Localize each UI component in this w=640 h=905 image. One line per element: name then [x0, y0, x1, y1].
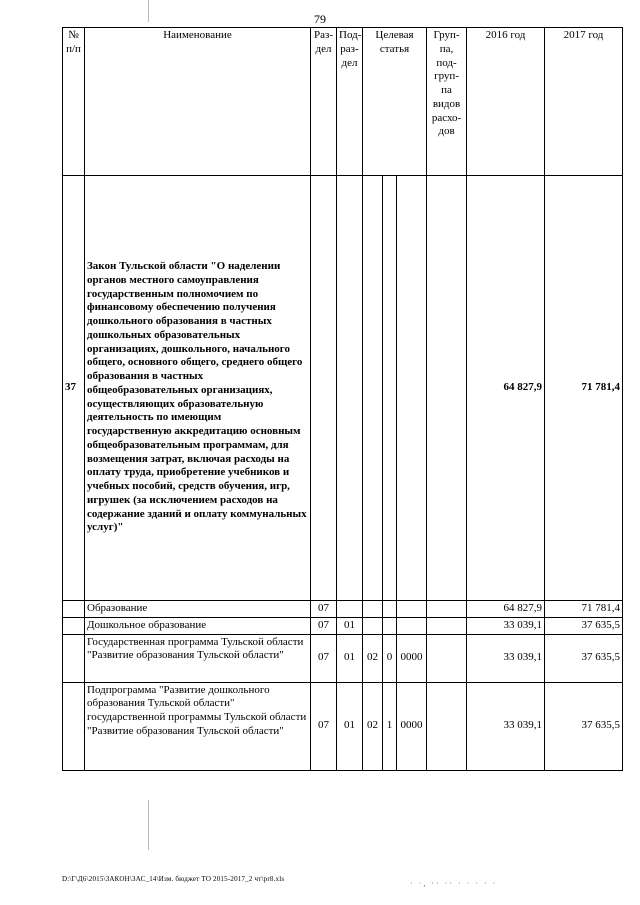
- budget-table: [62, 27, 623, 771]
- row-2016-value: 64 827,9: [467, 176, 545, 601]
- row-target-program: [363, 601, 383, 618]
- table-row: [63, 176, 623, 601]
- row-target-program: [363, 176, 383, 601]
- header-section: Раз- дел: [311, 28, 337, 176]
- row-target-subprogram: 1: [383, 682, 397, 770]
- row-target-subprogram: 0: [383, 634, 397, 682]
- scan-marks: · ·, ·· ·· · · · · ·: [410, 879, 498, 888]
- row-target-subprogram: [383, 601, 397, 618]
- row-2017-value: 37 635,5: [545, 617, 623, 634]
- table-row: [63, 617, 623, 634]
- header-name: Наименование: [85, 28, 311, 176]
- row-number: [63, 617, 85, 634]
- row-2017-value: 37 635,5: [545, 682, 623, 770]
- row-number: [63, 601, 85, 618]
- row-subsection: 01: [337, 617, 363, 634]
- row-target-program: 02: [363, 682, 383, 770]
- row-number: 37: [63, 176, 85, 601]
- table-row: [63, 601, 623, 618]
- row-2017-value: 71 781,4: [545, 601, 623, 618]
- row-section: 07: [311, 601, 337, 618]
- row-section: 07: [311, 682, 337, 770]
- row-subsection: 01: [337, 682, 363, 770]
- row-target-subprogram: [383, 617, 397, 634]
- row-subsection: [337, 601, 363, 618]
- header-target: Целевая статья: [363, 28, 427, 176]
- row-target-program: 02: [363, 634, 383, 682]
- header-num: № п/п: [63, 28, 85, 176]
- row-group: [427, 176, 467, 601]
- row-target-direction: 0000: [397, 634, 427, 682]
- row-subsection: 01: [337, 634, 363, 682]
- row-number: [63, 634, 85, 682]
- row-target-direction: [397, 617, 427, 634]
- row-number: [63, 682, 85, 770]
- header-2017: 2017 год: [545, 28, 623, 176]
- row-section: 07: [311, 617, 337, 634]
- row-name: Подпрограмма "Развитие дошкольного образования Тульской области" государственной программы Тульской области "Развитие образования Тульской области": [85, 682, 311, 770]
- row-2016-value: 64 827,9: [467, 601, 545, 618]
- row-2016-value: 33 039,1: [467, 682, 545, 770]
- header-2016: 2016 год: [467, 28, 545, 176]
- row-target-direction: [397, 601, 427, 618]
- row-2017-value: 37 635,5: [545, 634, 623, 682]
- row-section: [311, 176, 337, 601]
- row-group: [427, 682, 467, 770]
- row-name: Государственная программа Тульской области "Развитие образования Тульской области": [85, 634, 311, 682]
- row-target-program: [363, 617, 383, 634]
- row-group: [427, 601, 467, 618]
- row-2016-value: 33 039,1: [467, 617, 545, 634]
- row-name: Закон Тульской области "О наделении органов местного самоуправления государственным полномочием по финансовому обеспечению получения дошкольного образования в частных дошкольных образовательных организациях, дошкольного, начального общего, основного общего, среднего общего образования в частных общеобразовательных организациях, осуществляющих образовательную деятельность по имеющим государственную аккредитацию основным общеобразовательным программам, для возмещения затрат, включая расходы на оплату труда, приобретение учебников и учебных пособий, средств обучения, игр, игрушек (за исключением расходов на содержание зданий и оплату коммунальных услуг)": [85, 176, 311, 601]
- header-subsection: Под- раз- дел: [337, 28, 363, 176]
- file-path-footer: D:\Г\Д6\2015\ЗАКОН\ЗАС_14\Изм. бюджет ТО 2015-2017_2 чт\pr8.xls: [62, 875, 285, 883]
- header-group: Груп- па, под- груп- па видов расхо- дов: [427, 28, 467, 176]
- row-2016-value: 33 039,1: [467, 634, 545, 682]
- row-name: Образование: [85, 601, 311, 618]
- page-number: 79: [314, 12, 326, 26]
- table-row: [63, 634, 623, 682]
- row-subsection: [337, 176, 363, 601]
- row-target-subprogram: [383, 176, 397, 601]
- row-group: [427, 617, 467, 634]
- row-name: Дошкольное образование: [85, 617, 311, 634]
- row-target-direction: [397, 176, 427, 601]
- row-2017-value: 71 781,4: [545, 176, 623, 601]
- row-section: 07: [311, 634, 337, 682]
- row-group: [427, 634, 467, 682]
- table-row: [63, 682, 623, 770]
- table-header-row: [63, 28, 623, 176]
- row-target-direction: 0000: [397, 682, 427, 770]
